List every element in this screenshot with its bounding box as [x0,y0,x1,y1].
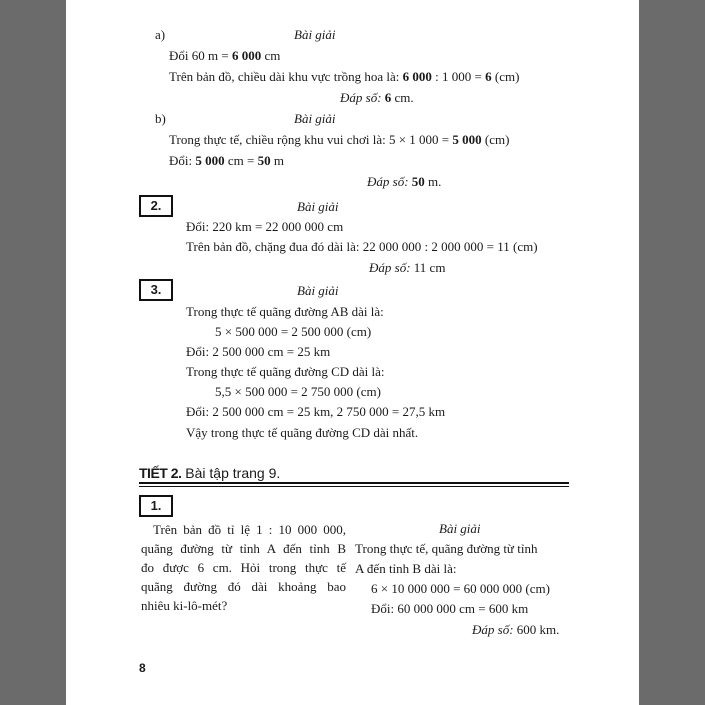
part-b-label: b) [155,111,166,126]
part-b-line2: Đổi: 5 000 cm = 50 m [169,153,284,168]
solution-line-4: Đổi: 60 000 000 cm = 600 km [371,601,529,616]
part-b-line1: Trong thực tế, chiều rộng khu vui chơi là: 5 × 1 000 = 5 000 (cm) [169,132,510,147]
exercise-3-line6: Đổi: 2 500 000 cm = 25 km, 2 750 000 = 27,5 km [186,404,446,419]
page-number: 8 [139,661,146,675]
exercise-2-heading: Bài giải [297,199,339,214]
solution-line-3: 6 × 10 000 000 = 60 000 000 (cm) [371,581,550,596]
exercise-3-line5: 5,5 × 500 000 = 2 750 000 (cm) [215,384,381,399]
part-a-heading: Bài giải [294,27,336,42]
left-margin-bar [0,0,66,705]
problem-line-4: quãng đường đó dài khoảng bao [141,579,346,594]
section-title: TIẾT 2. Bài tập trang 9. [139,465,281,481]
exercise-2-answer: Đáp số: 11 cm [369,260,446,275]
exercise-1-heading: Bài giải [439,521,481,536]
part-a-line2: Trên bản đồ, chiều dài khu vực trồng hoa là: 6 000 : 1 000 = 6 (cm) [169,69,520,84]
exercise-2-line1: Đổi: 220 km = 22 000 000 cm [186,219,344,234]
exercise-3-line7: Vậy trong thực tế quãng đường CD dài nhất. [186,425,419,440]
exercise-3-heading: Bài giải [297,283,339,298]
exercise-3-line2: 5 × 500 000 = 2 500 000 (cm) [215,324,372,339]
exercise-3-line3: Đổi: 2 500 000 cm = 25 km [186,344,331,359]
problem-line-3: đo được 6 cm. Hỏi trong thực tế [141,560,346,575]
solution-line-1: Trong thực tế, quãng đường từ tỉnh [355,541,538,556]
exercise-1-answer: Đáp số: 600 km. [472,622,560,637]
part-a-answer: Đáp số: 6 cm. [340,90,414,105]
solution-line-2: A đến tỉnh B dài là: [355,561,457,576]
exercise-3-line1: Trong thực tế quãng đường AB dài là: [186,304,384,319]
exercise-2-line2: Trên bản đồ, chặng đua đó dài là: 22 000 000 : 2 000 000 = 11 (cm) [186,239,538,254]
exercise-1-problem [141,520,346,615]
exercise-3-line4: Trong thực tế quãng đường CD dài là: [186,364,385,379]
part-a-line1: Đổi 60 m = 6 000 cm [169,48,281,63]
exercise-1-number: 1. [139,495,173,517]
right-margin-bar [639,0,705,705]
problem-line-5: nhiêu ki-lô-mét? [141,598,228,613]
problem-line-2: quãng đường từ tỉnh A đến tỉnh B [141,541,346,556]
part-b-answer: Đáp số: 50 m. [367,174,442,189]
exercise-3-number: 3. [139,279,173,301]
exercise-2-number: 2. [139,195,173,217]
part-b-heading: Bài giải [294,111,336,126]
part-a-label: a) [155,27,166,42]
problem-line-1: Trên bản đồ tỉ lệ 1 : 10 000 000, [153,522,346,537]
section-rule-thick [139,482,569,484]
section-rule-thin [139,486,569,487]
